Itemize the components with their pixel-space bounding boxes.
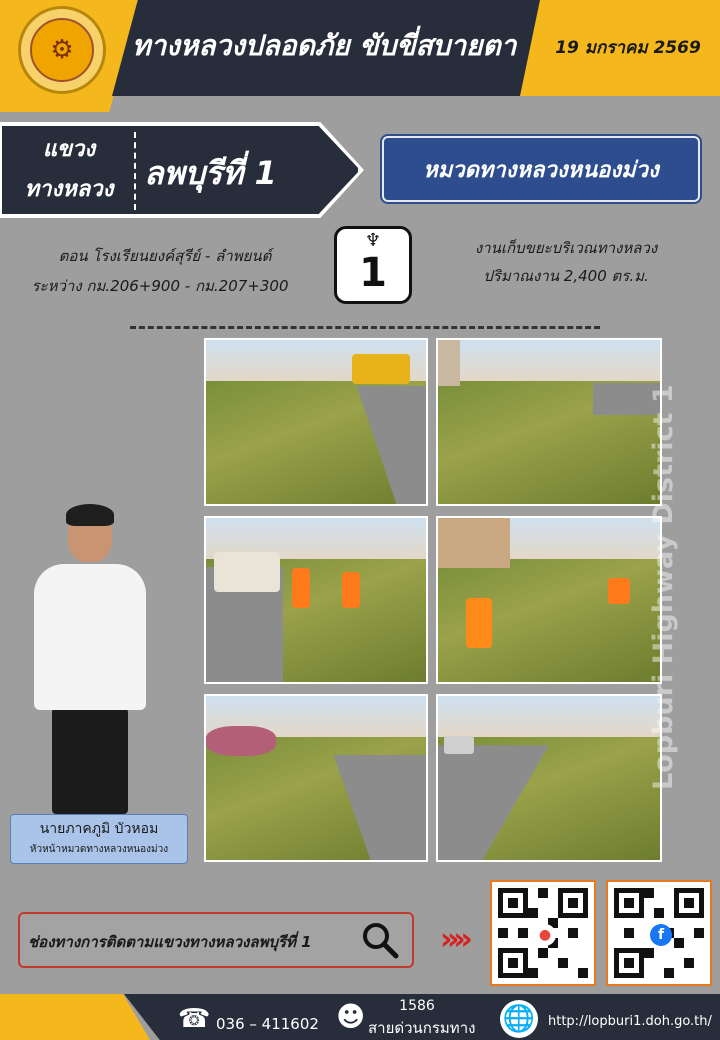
logo-emblem-icon: ⚙ — [30, 18, 94, 82]
district-label-line2: ทางหลวง — [24, 177, 114, 202]
work-photo-3 — [204, 516, 428, 684]
header-date: 19 มกราคม 2569 — [555, 38, 701, 58]
work-description: งานเก็บขยะบริเวณทางหลวง — [474, 239, 658, 257]
segment-range: ระหว่าง กม.206+900 - กม.207+300 — [31, 277, 289, 295]
unit-name-badge: หมวดทางหลวงหนองม่วง — [382, 136, 700, 202]
segment-name: ตอน โรงเรียนยงค์สุรีย์ - ลำพยนต์ — [58, 247, 272, 265]
qr-code-maps[interactable] — [490, 880, 596, 986]
chief-name: นายภาคภูมิ บัวหอม — [39, 821, 159, 837]
garuda-icon: ♆ — [364, 230, 382, 251]
district-label-line1: แขวง — [42, 137, 96, 162]
globe-icon: 🌐 — [500, 1000, 538, 1038]
chief-portrait — [30, 508, 150, 813]
work-photo-4 — [436, 516, 662, 684]
work-photo-5 — [204, 694, 428, 862]
chief-position: หัวหน้าหมวดทางหลวงหนองม่วง — [29, 844, 169, 855]
district-watermark: Lopburi Highway District 1 — [648, 384, 679, 790]
work-photo-6 — [436, 694, 662, 862]
header-title: ทางหลวงปลอดภัย ขับขี่สบายตา — [132, 29, 517, 62]
call-center-icon: ☻ — [336, 1000, 366, 1033]
qr-code-facebook[interactable] — [606, 880, 712, 986]
facebook-icon: f — [650, 924, 672, 946]
work-photo-1 — [204, 338, 428, 506]
district-name: ลพบุรีที่ 1 — [144, 154, 277, 192]
footer-phone[interactable]: 036 – 411602 — [216, 1015, 319, 1033]
chevron-right-icon: »» — [440, 922, 467, 957]
footer-hotline-number[interactable]: 1586 — [399, 998, 435, 1014]
footer-website-link[interactable]: http://lopburi1.doh.go.th/ — [548, 1014, 712, 1029]
work-photo-2 — [436, 338, 662, 506]
work-quantity: ปริมาณงาน 2,400 ตร.ม. — [483, 267, 649, 285]
district-divider — [134, 132, 136, 210]
district-label — [4, 130, 134, 210]
footer-accent-left — [0, 994, 150, 1040]
dashed-separator — [130, 326, 600, 329]
follow-channels-text: ช่องทางการติดตามแขวงทางหลวงลพบุรีที่ 1 — [28, 933, 312, 951]
footer-hotline-label: สายด่วนกรมทาง — [368, 1019, 476, 1037]
department-logo — [18, 6, 106, 94]
map-pin-icon: ● — [534, 924, 556, 946]
phone-icon: ☎ — [178, 1004, 211, 1034]
search-icon — [360, 920, 400, 960]
route-number: 1 — [359, 250, 387, 296]
route-shield — [334, 226, 412, 304]
